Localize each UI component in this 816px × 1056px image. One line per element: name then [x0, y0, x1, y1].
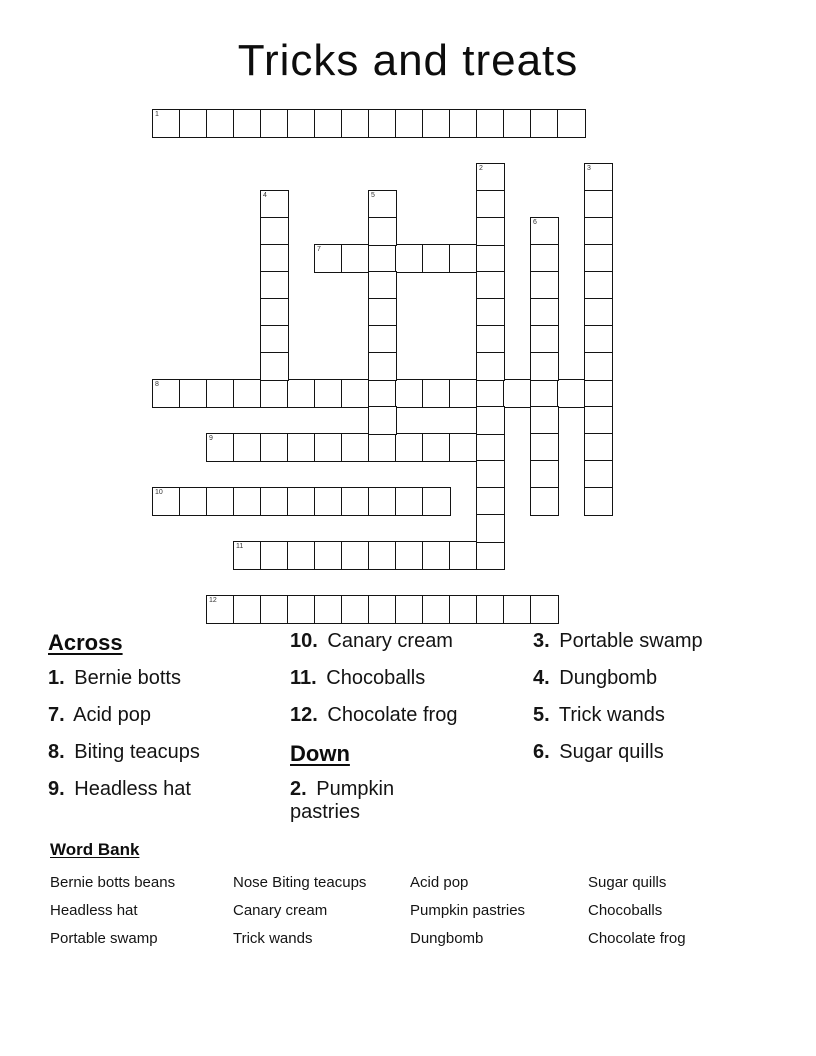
cell-number: 3 [587, 165, 591, 172]
cell-number: 7 [317, 246, 321, 253]
grid-cell[interactable] [584, 217, 613, 246]
clue-across-12 [290, 704, 458, 727]
clue-text: Canary cream [327, 630, 453, 652]
grid-cell[interactable] [260, 352, 289, 381]
grid-cell[interactable] [206, 487, 235, 516]
grid-cell[interactable] [449, 595, 478, 624]
grid-cell[interactable] [368, 487, 397, 516]
clue-down-5 [533, 704, 773, 727]
cell-number: 2 [479, 165, 483, 172]
grid-cell[interactable] [287, 379, 316, 408]
grid-cell[interactable] [314, 433, 343, 462]
clue-across-1 [48, 667, 258, 690]
grid-cell[interactable] [260, 541, 289, 570]
clue-number: 9. [48, 778, 65, 800]
clue-across-11 [290, 667, 458, 690]
grid-cell[interactable] [314, 595, 343, 624]
grid-cell[interactable] [395, 487, 424, 516]
word-bank-item: Nose Biting teacups [233, 874, 367, 891]
clues-column-1 [48, 630, 258, 815]
grid-cell[interactable] [314, 541, 343, 570]
grid-cell[interactable] [260, 325, 289, 354]
clue-text: Dungbomb [559, 667, 658, 689]
grid-cell[interactable] [476, 352, 505, 381]
grid-cell[interactable] [476, 190, 505, 219]
clue-number: 7. [48, 704, 65, 726]
grid-cell[interactable] [584, 460, 613, 489]
grid-cell[interactable] [530, 406, 559, 435]
grid-cell[interactable] [530, 379, 559, 408]
grid-cell[interactable] [260, 244, 289, 273]
word-bank-heading: Word Bank [50, 840, 140, 859]
grid-cell[interactable] [476, 271, 505, 300]
clue-down-2 [290, 778, 458, 824]
grid-cell[interactable] [368, 406, 397, 435]
clue-number: 1. [48, 667, 65, 689]
grid-cell[interactable] [395, 244, 424, 273]
grid-cell[interactable] [584, 271, 613, 300]
word-bank-item: Dungbomb [410, 930, 484, 947]
grid-cell[interactable] [368, 109, 397, 138]
grid-cell[interactable] [422, 595, 451, 624]
grid-cell[interactable] [476, 109, 505, 138]
grid-cell[interactable] [449, 379, 478, 408]
grid-cell[interactable] [422, 541, 451, 570]
grid-cell[interactable] [368, 190, 397, 219]
clues-column-3 [533, 630, 773, 778]
grid-cell[interactable] [503, 379, 532, 408]
grid-cell[interactable] [368, 541, 397, 570]
word-bank-item: Bernie botts beans [50, 874, 176, 891]
clue-across-9 [48, 778, 258, 801]
word-bank-item: Canary cream [233, 902, 328, 919]
clue-text: Sugar quills [559, 741, 664, 763]
clue-number: 2. [290, 778, 307, 800]
clue-number: 4. [533, 667, 550, 689]
grid-cell[interactable] [449, 244, 478, 273]
word-bank-column-2 [233, 869, 366, 953]
grid-cell[interactable] [368, 595, 397, 624]
clue-across-7 [48, 704, 258, 727]
clue-text: Biting teacups [74, 741, 200, 763]
grid-cell[interactable] [260, 433, 289, 462]
grid-cell[interactable] [233, 541, 262, 570]
grid-cell[interactable] [395, 433, 424, 462]
clue-across-8 [48, 741, 258, 764]
grid-cell[interactable] [395, 109, 424, 138]
grid-cell[interactable] [503, 595, 532, 624]
grid-cell[interactable] [395, 541, 424, 570]
grid-cell[interactable] [476, 514, 505, 543]
grid-cell[interactable] [341, 379, 370, 408]
grid-cell[interactable] [260, 379, 289, 408]
cell-number: 9 [209, 435, 213, 442]
clue-text: Chocoballs [326, 667, 426, 689]
grid-cell[interactable] [584, 406, 613, 435]
clue-down-4 [533, 667, 773, 690]
grid-cell[interactable] [260, 298, 289, 327]
grid-cell[interactable] [530, 352, 559, 381]
grid-cell[interactable] [260, 595, 289, 624]
cell-number: 10 [155, 489, 163, 496]
grid-cell[interactable] [179, 379, 208, 408]
grid-cell[interactable] [422, 379, 451, 408]
grid-cell[interactable] [395, 379, 424, 408]
grid-cell[interactable] [476, 325, 505, 354]
clue-number: 10. [290, 630, 318, 652]
clue-number: 6. [533, 741, 550, 763]
grid-cell[interactable] [476, 406, 505, 435]
clue-text: Chocolate frog [327, 704, 458, 726]
grid-cell[interactable] [314, 487, 343, 516]
grid-cell[interactable] [476, 595, 505, 624]
grid-cell[interactable] [368, 325, 397, 354]
grid-cell[interactable] [314, 379, 343, 408]
grid-cell[interactable] [368, 379, 397, 408]
grid-cell[interactable] [557, 379, 586, 408]
clue-down-3 [533, 630, 773, 653]
cell-number: 8 [155, 381, 159, 388]
word-bank-column-1 [50, 869, 175, 953]
grid-cell[interactable] [260, 271, 289, 300]
grid-cell[interactable] [584, 325, 613, 354]
clue-text: Portable swamp [559, 630, 703, 652]
grid-cell[interactable] [206, 433, 235, 462]
grid-cell[interactable] [476, 460, 505, 489]
grid-cell[interactable] [341, 487, 370, 516]
grid-cell[interactable] [368, 244, 397, 273]
grid-cell[interactable] [314, 244, 343, 273]
grid-cell[interactable] [233, 433, 262, 462]
grid-cell[interactable] [314, 109, 343, 138]
grid-cell[interactable] [476, 298, 505, 327]
cell-number: 1 [155, 111, 159, 118]
grid-cell[interactable] [449, 433, 478, 462]
grid-cell[interactable] [260, 190, 289, 219]
clue-number: 8. [48, 741, 65, 763]
grid-cell[interactable] [206, 379, 235, 408]
cell-number: 4 [263, 192, 267, 199]
grid-cell[interactable] [368, 217, 397, 246]
grid-cell[interactable] [584, 379, 613, 408]
page-title: Tricks and treats [237, 36, 579, 85]
clue-down-6 [533, 741, 773, 764]
grid-cell[interactable] [584, 352, 613, 381]
grid-cell[interactable] [584, 487, 613, 516]
grid-cell[interactable] [206, 595, 235, 624]
grid-cell[interactable] [530, 271, 559, 300]
grid-cell[interactable] [530, 433, 559, 462]
grid-cell[interactable] [341, 109, 370, 138]
grid-cell[interactable] [422, 487, 451, 516]
grid-cell[interactable] [341, 541, 370, 570]
grid-cell[interactable] [557, 109, 586, 138]
grid-cell[interactable] [341, 244, 370, 273]
clue-text: Headless hat [74, 778, 191, 800]
word-bank-column-3 [410, 869, 525, 953]
grid-cell[interactable] [530, 244, 559, 273]
grid-cell[interactable] [152, 109, 181, 138]
word-bank-item: Pumpkin pastries [410, 902, 526, 919]
grid-cell[interactable] [476, 379, 505, 408]
word-bank-item: Chocoballs [588, 902, 663, 919]
clue-text: Bernie botts [74, 667, 181, 689]
word-bank [50, 840, 780, 947]
cell-number: 5 [371, 192, 375, 199]
grid-cell[interactable] [449, 109, 478, 138]
grid-cell[interactable] [530, 595, 559, 624]
clue-text: Trick wands [558, 704, 665, 726]
grid-cell[interactable] [287, 433, 316, 462]
grid-cell[interactable] [584, 244, 613, 273]
grid-cell[interactable] [476, 541, 505, 570]
grid-cell[interactable] [476, 217, 505, 246]
grid-cell[interactable] [503, 109, 532, 138]
grid-cell[interactable] [530, 217, 559, 246]
grid-cell[interactable] [584, 298, 613, 327]
clue-number: 11. [290, 667, 317, 689]
word-bank-item: Chocolate frog [588, 930, 686, 947]
grid-cell[interactable] [584, 163, 613, 192]
word-bank-item: Trick wands [233, 930, 313, 947]
grid-cell[interactable] [476, 244, 505, 273]
word-bank-item: Sugar quills [588, 874, 667, 891]
grid-cell[interactable] [206, 109, 235, 138]
grid-cell[interactable] [179, 487, 208, 516]
clue-number: 3. [533, 630, 550, 652]
grid-cell[interactable] [476, 163, 505, 192]
word-bank-item: Headless hat [50, 902, 138, 919]
grid-cell[interactable] [233, 595, 262, 624]
grid-cell[interactable] [287, 109, 316, 138]
grid-cell[interactable] [395, 595, 424, 624]
grid-cell[interactable] [476, 433, 505, 462]
word-bank-column-4 [588, 869, 686, 953]
grid-cell[interactable] [152, 379, 181, 408]
clues-column-2 [290, 630, 458, 838]
grid-cell[interactable] [368, 271, 397, 300]
grid-cell[interactable] [530, 487, 559, 516]
grid-cell[interactable] [152, 487, 181, 516]
down-heading: Down [290, 741, 350, 766]
grid-cell[interactable] [449, 541, 478, 570]
grid-cell[interactable] [368, 433, 397, 462]
grid-cell[interactable] [530, 109, 559, 138]
grid-cell[interactable] [287, 487, 316, 516]
grid-cell[interactable] [422, 433, 451, 462]
word-bank-item: Portable swamp [50, 930, 158, 947]
grid-cell[interactable] [341, 595, 370, 624]
grid-cell[interactable] [233, 379, 262, 408]
grid-cell[interactable] [368, 352, 397, 381]
grid-cell[interactable] [530, 460, 559, 489]
cell-number: 6 [533, 219, 537, 226]
clue-number: 12. [290, 704, 318, 726]
clue-text: Acid pop [73, 704, 151, 726]
grid-cell[interactable] [260, 487, 289, 516]
grid-cell[interactable] [530, 298, 559, 327]
grid-cell[interactable] [422, 109, 451, 138]
grid-cell[interactable] [584, 190, 613, 219]
across-heading: Across [48, 630, 123, 655]
cell-number: 11 [236, 543, 244, 550]
grid-cell[interactable] [179, 109, 208, 138]
grid-cell[interactable] [530, 325, 559, 354]
grid-cell[interactable] [287, 541, 316, 570]
grid-cell[interactable] [287, 595, 316, 624]
word-bank-item: Acid pop [410, 874, 469, 891]
grid-cell[interactable] [260, 109, 289, 138]
clue-number: 5. [533, 704, 550, 726]
grid-cell[interactable] [584, 433, 613, 462]
grid-cell[interactable] [233, 487, 262, 516]
grid-cell[interactable] [476, 487, 505, 516]
grid-cell[interactable] [260, 217, 289, 246]
clue-across-10 [290, 630, 458, 653]
cell-number: 12 [209, 597, 217, 604]
grid-cell[interactable] [368, 298, 397, 327]
grid-cell[interactable] [341, 433, 370, 462]
clue-text: Pumpkin pastries [290, 778, 395, 823]
grid-cell[interactable] [422, 244, 451, 273]
grid-cell[interactable] [233, 109, 262, 138]
